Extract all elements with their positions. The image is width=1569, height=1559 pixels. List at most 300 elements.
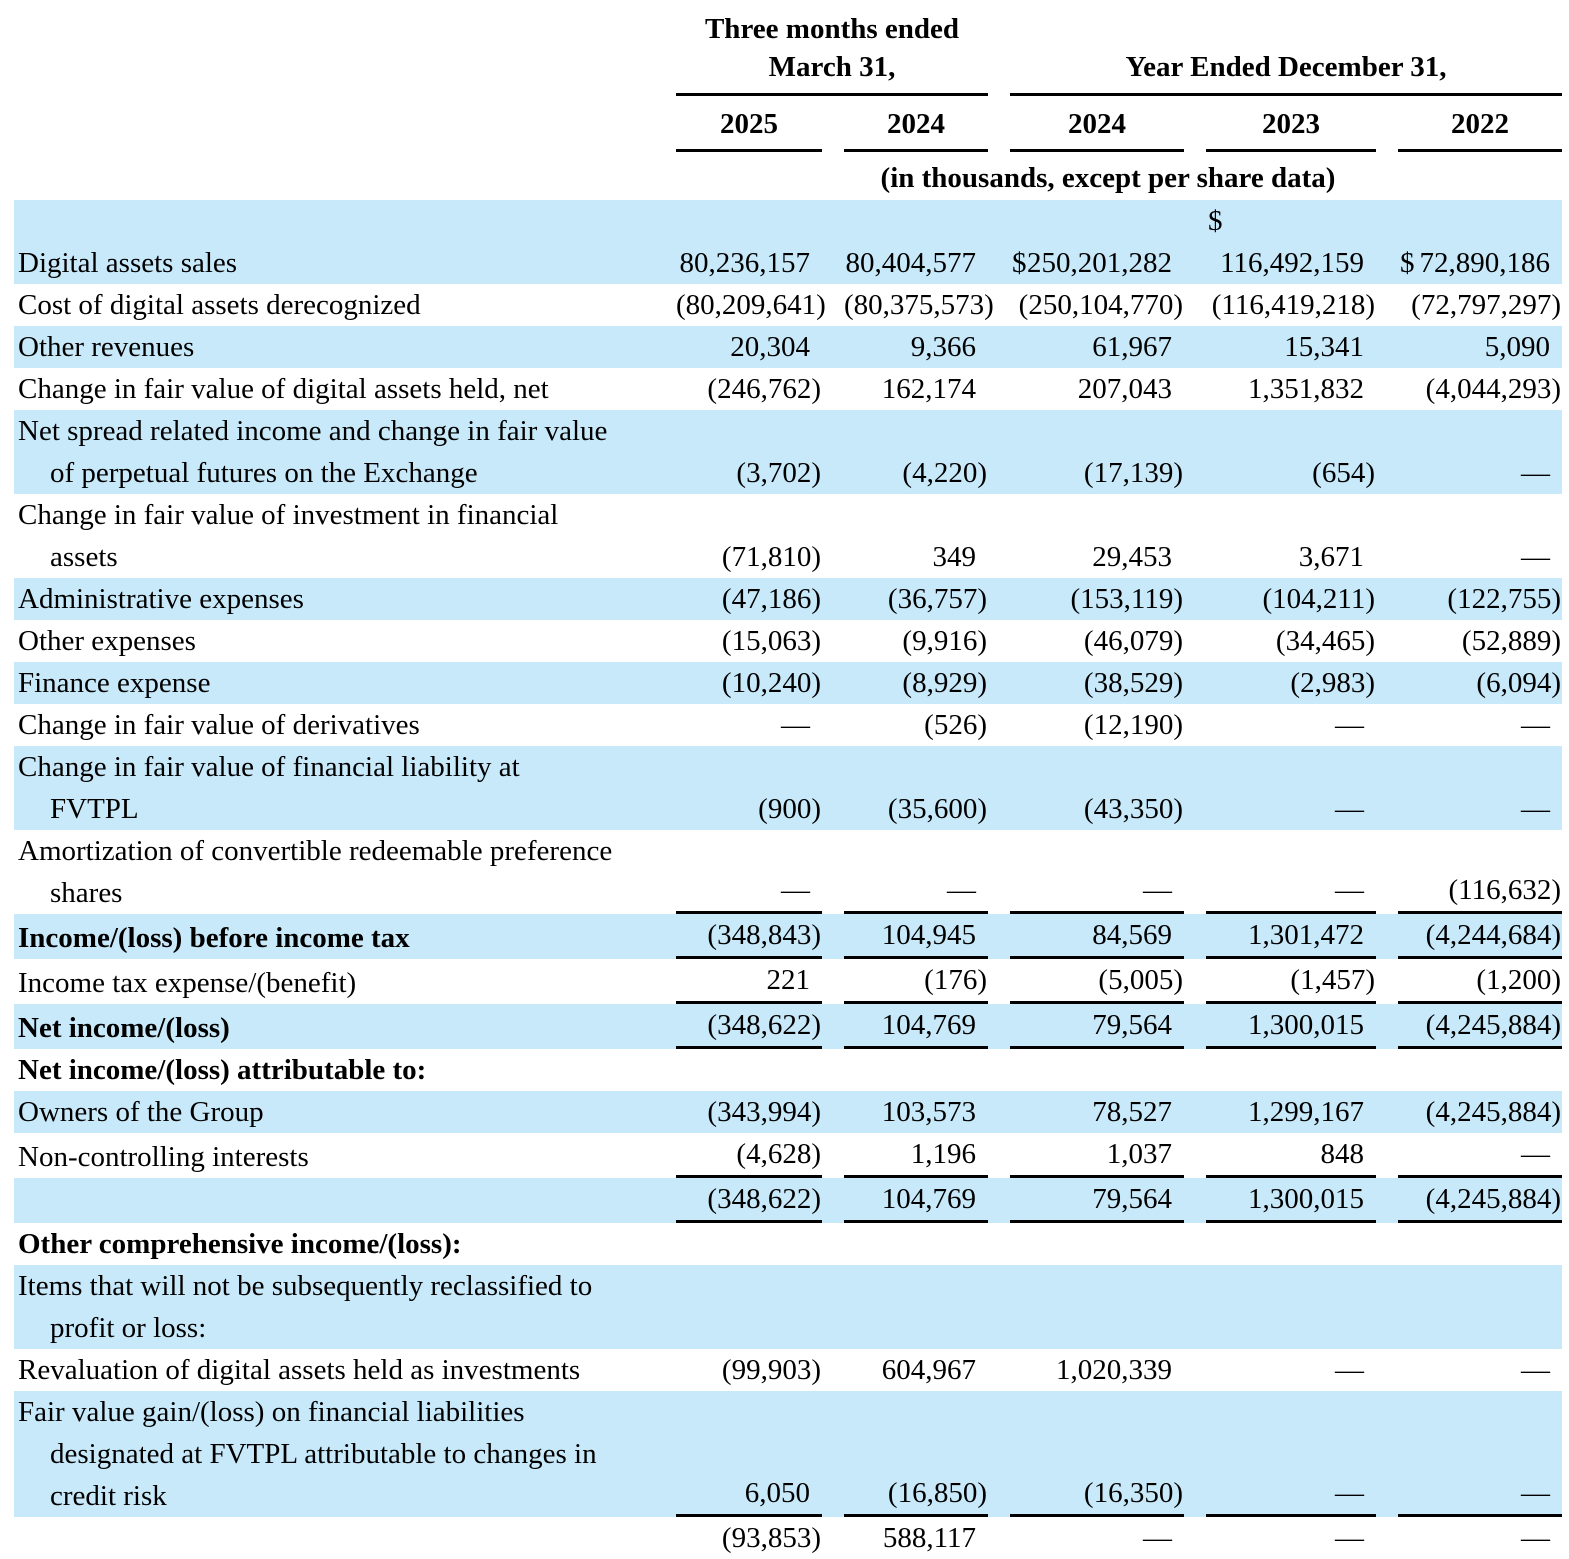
header-group-row [14,10,1562,96]
row-label-line: shares [50,877,123,909]
value-cell [1184,746,1376,830]
value-cell-content [1010,578,1184,620]
value-cell-content [844,1133,988,1178]
value-cell [1184,200,1376,284]
value-cell [1376,1265,1562,1349]
value-text: — [781,874,810,906]
value-cell-content [844,704,988,746]
value-cell [1376,1349,1562,1391]
value-cell [822,1223,988,1265]
value-cell [1376,620,1562,662]
value-cell [1376,1133,1562,1178]
value-cell-content [1398,284,1562,326]
value-text: (12,190) [1083,709,1183,741]
value-cell [988,1265,1184,1349]
value-cell-content [1010,284,1184,326]
row-label-line: assets [50,541,118,573]
row-label-line: Administrative expenses [18,583,304,615]
year-label: 2024 [844,96,988,152]
year-label: 2023 [1206,96,1376,152]
value-cell-content [1010,1049,1184,1091]
header-group-year: Year Ended December 31, [988,10,1562,96]
row-label-line: Owners of the Group [18,1096,264,1128]
value-cell-content [844,326,988,368]
value-text: 104,945 [881,919,976,951]
row-label-line: credit risk [50,1480,167,1512]
value-cell-content [1206,1133,1376,1178]
value-cell-content [1206,1091,1376,1133]
value-cell-content [1010,788,1184,830]
year-label: 2024 [1010,96,1184,152]
value-cell-content [1398,620,1562,662]
value-cell-content [1398,1091,1562,1133]
value-cell [822,704,988,746]
value-cell [1376,578,1562,620]
value-text: 588,117 [882,1522,976,1554]
value-text: — [1335,1354,1364,1386]
value-cell [654,704,822,746]
value-cell-content [844,578,988,620]
value-cell [654,1004,822,1049]
table-row [14,746,1562,830]
value-cell [1376,704,1562,746]
value-cell-content [1398,1049,1562,1091]
value-text: 84,569 [1092,919,1172,951]
value-cell [988,1391,1184,1517]
value-cell-content [1010,326,1184,368]
value-text: (3,702) [736,457,821,489]
value-cell-content [844,368,988,410]
value-text: (348,843) [707,919,821,951]
row-label-line: Change in fair value of derivatives [18,709,420,741]
value-cell [988,326,1184,368]
value-text: — [1143,874,1172,906]
value-cell-content [844,869,988,914]
value-cell-content [1010,959,1184,1004]
value-cell [988,914,1184,959]
value-cell-content [1010,1133,1184,1178]
header-group-quarter [654,10,988,96]
value-cell-content [1010,1004,1184,1049]
value-text: (526) [924,709,987,741]
row-label [14,284,654,326]
value-cell-content [1398,326,1562,368]
dollar-sign: $ [1012,247,1027,279]
value-cell [654,368,822,410]
value-cell [988,1517,1184,1559]
value-text: (4,244,684) [1425,919,1561,951]
value-cell [1184,620,1376,662]
value-cell [988,1133,1184,1178]
row-label [14,830,654,914]
value-cell [1376,494,1562,578]
value-cell [1376,830,1562,914]
value-cell [1184,326,1376,368]
value-text: 250,201,282 [1027,247,1172,279]
header-spacer [14,152,654,200]
row-label-line: FVTPL [50,793,139,825]
value-cell [654,1517,822,1559]
value-text: (343,994) [707,1096,821,1128]
table-header [14,10,1562,200]
value-text: (34,465) [1275,625,1375,657]
value-text: (16,850) [887,1477,987,1509]
value-text: (71,810) [721,541,821,573]
row-label [14,1265,654,1349]
value-text: (6,094) [1476,667,1561,699]
row-label [14,1391,654,1517]
value-cell-content [676,869,822,914]
value-text: — [1521,541,1550,573]
value-text: 78,527 [1092,1096,1172,1128]
row-label [14,1049,654,1091]
value-text: — [1521,793,1550,825]
row-label [14,200,654,284]
value-text: (38,529) [1083,667,1183,699]
value-cell [1376,1049,1562,1091]
value-cell [654,1391,822,1517]
value-cell [654,1223,822,1265]
value-cell [1376,914,1562,959]
value-text: 162,174 [881,373,976,405]
row-label-line: of perpetual futures on the Exchange [50,457,478,489]
value-cell [988,1049,1184,1091]
value-cell-content [844,242,988,284]
value-cell [1184,662,1376,704]
table-row [14,959,1562,1004]
value-text: (93,853) [721,1522,821,1554]
value-cell-content [844,1004,988,1049]
row-label [14,914,654,959]
header-spacer [14,96,654,152]
value-cell-content [844,284,994,326]
header-note-row [14,152,1562,200]
value-cell [822,1091,988,1133]
value-cell [1376,1223,1562,1265]
value-text: — [1521,709,1550,741]
row-label [14,1349,654,1391]
value-cell [1376,1004,1562,1049]
table-row [14,620,1562,662]
value-cell [1376,959,1562,1004]
value-cell [1376,368,1562,410]
row-label [14,368,654,410]
value-cell-content [844,1091,988,1133]
value-cell-content [844,1307,988,1349]
value-cell [654,200,822,284]
table-row [14,410,1562,494]
value-cell [654,284,826,326]
value-cell [1184,1091,1376,1133]
value-cell-content [676,536,822,578]
value-cell [1376,746,1562,830]
value-cell-content [676,1049,822,1091]
value-cell-content [1010,662,1184,704]
value-cell-content [1010,452,1184,494]
value-cell [822,1391,988,1517]
value-cell [822,959,988,1004]
value-text: (1,200) [1476,964,1561,996]
value-text: 103,573 [881,1096,976,1128]
table-row [14,368,1562,410]
header-years-row [14,96,1562,152]
value-text: — [1335,793,1364,825]
value-cell-content [1398,1178,1562,1223]
value-text: (4,628) [736,1138,821,1170]
value-cell-content [676,788,822,830]
value-cell [654,410,822,494]
value-text: (654) [1312,457,1375,489]
value-cell [1184,704,1376,746]
value-text: 5,090 [1484,331,1550,363]
value-cell-content [1206,200,1376,284]
value-cell-content [1398,788,1562,830]
value-text: (35,600) [887,793,987,825]
value-text: (10,240) [721,667,821,699]
value-cell [1376,1178,1562,1223]
value-cell-content [1398,1307,1562,1349]
value-cell-content [1010,368,1184,410]
value-cell [822,368,988,410]
value-cell [988,704,1184,746]
value-cell [654,1349,822,1391]
table-row [14,830,1562,914]
value-cell-content [1010,704,1184,746]
year-column-header [822,96,988,152]
value-cell-content [1206,788,1376,830]
value-cell-content [1206,1004,1376,1049]
value-cell-content [1010,1517,1184,1559]
value-cell-content [1206,1307,1376,1349]
value-cell-content [676,1178,822,1223]
value-text: 104,769 [881,1009,976,1041]
value-text: (116,419,218) [1211,289,1375,321]
value-cell-content [676,1223,822,1265]
row-label-line: Amortization of convertible redeemable preference [18,835,613,867]
value-cell-content [1206,914,1376,959]
value-cell-content [844,536,988,578]
value-cell [988,830,1184,914]
row-label-line: Change in fair value of financial liability at [18,751,520,783]
row-label-line: Fair value gain/(loss) on financial liabilities [18,1396,525,1428]
value-cell-content [676,326,822,368]
value-cell [988,410,1184,494]
value-cell-content [844,914,988,959]
value-text: 15,341 [1284,331,1364,363]
value-text: (4,220) [902,457,987,489]
value-cell [822,578,988,620]
value-cell [1184,1391,1376,1517]
value-cell [654,830,822,914]
value-cell-content [1206,1472,1376,1517]
value-cell-content [1206,662,1376,704]
value-cell-content [1398,1517,1562,1559]
value-text: 3,671 [1298,541,1364,573]
value-cell-content [1206,1178,1376,1223]
value-text: (80,375,573) [844,289,994,321]
value-text: 1,196 [910,1138,976,1170]
value-cell-content [1206,326,1376,368]
table-row [14,704,1562,746]
value-text: (4,245,884) [1425,1183,1561,1215]
value-cell [1184,1517,1376,1559]
value-text: 1,020,339 [1056,1354,1172,1386]
table-row [14,284,1562,326]
header-group-quarter-line1: Three months ended [704,13,960,45]
row-label [14,620,654,662]
value-cell-content [844,1349,988,1391]
row-label-line: profit or loss: [50,1312,207,1344]
value-text: 20,304 [730,331,810,363]
row-label-line: Net income/(loss) [18,1012,230,1044]
value-text: 61,967 [1092,331,1172,363]
value-text: — [1521,1522,1550,1554]
value-cell [988,1223,1184,1265]
value-text: 9,366 [910,331,976,363]
income-statement-table [14,10,1562,1559]
value-cell [988,1349,1184,1391]
value-cell [654,1133,822,1178]
row-label-line: Items that will not be subsequently reclassified to [18,1270,593,1302]
value-cell [988,746,1184,830]
row-label [14,1178,654,1223]
value-text: — [781,709,810,741]
value-cell [654,578,822,620]
value-cell [654,1049,822,1091]
header-group-quarter-line2: March 31, [768,51,896,83]
value-cell [1376,326,1562,368]
value-cell-content [1206,869,1376,914]
year-column-header [654,96,822,152]
value-cell-content [1398,1004,1562,1049]
table-row [14,1004,1562,1049]
value-cell-content [676,578,822,620]
value-cell-content [1010,1178,1184,1223]
value-cell-content [1010,1223,1184,1265]
value-cell [988,1091,1184,1133]
value-cell-content [1398,959,1562,1004]
value-text: 79,564 [1092,1009,1172,1041]
value-cell-content [1206,620,1376,662]
row-label-line: Income/(loss) before income tax [18,922,410,954]
row-label-line: Change in fair value of investment in financial [18,499,559,531]
table-row [14,1091,1562,1133]
value-cell [822,284,994,326]
value-text: — [1521,1138,1550,1170]
value-cell [988,959,1184,1004]
value-cell-content [676,1133,822,1178]
value-cell [822,1049,988,1091]
value-text: — [1335,1522,1364,1554]
value-cell [1376,410,1562,494]
value-cell [654,494,822,578]
value-cell-content [1010,914,1184,959]
value-cell [1184,914,1376,959]
value-cell [654,746,822,830]
value-text: 1,037 [1106,1138,1172,1170]
value-text: (900) [758,793,821,825]
value-text: (116,632) [1448,874,1561,906]
value-cell [1376,662,1562,704]
value-text: — [1521,1477,1550,1509]
value-cell-content [1206,1517,1376,1559]
value-text: (46,079) [1083,625,1183,657]
value-cell-content [1206,704,1376,746]
value-cell-content [676,914,822,959]
year-column-header [988,96,1184,152]
value-text: (4,245,884) [1425,1009,1561,1041]
value-cell-content [1206,452,1376,494]
value-text: 1,299,167 [1248,1096,1364,1128]
value-cell-content [1398,869,1562,914]
table-row [14,914,1562,959]
value-cell [1184,410,1376,494]
value-cell [1184,1133,1376,1178]
value-text: 1,300,015 [1248,1009,1364,1041]
financial-statement-page [0,10,1569,1554]
row-label-line: Other expenses [18,625,196,657]
value-cell-content [1010,536,1184,578]
row-label-line: Net income/(loss) attributable to: [18,1054,427,1086]
value-cell-content [1206,1049,1376,1091]
value-cell [822,410,988,494]
row-label-line: Revaluation of digital assets held as investments [18,1354,581,1386]
value-cell [988,368,1184,410]
table-row [14,326,1562,368]
value-text: (15,063) [721,625,821,657]
value-cell-content [1206,1349,1376,1391]
value-cell-content [676,620,822,662]
value-cell-content [676,959,822,1004]
value-text: (4,044,293) [1425,373,1561,405]
row-label [14,494,654,578]
value-cell [1376,284,1562,326]
value-cell-content [844,620,988,662]
value-cell [654,662,822,704]
table-row [14,1391,1562,1517]
value-text: (52,889) [1461,625,1561,657]
table-row [14,1178,1562,1223]
value-cell [654,1178,822,1223]
value-cell-content [676,1091,822,1133]
value-cell-content [1398,704,1562,746]
value-cell-content [676,242,822,284]
value-cell [1184,368,1376,410]
value-cell-content [1398,1133,1562,1178]
value-cell-content [1398,536,1562,578]
value-cell-content [676,1472,822,1517]
value-text: 116,492,159 [1220,247,1364,279]
value-cell [822,326,988,368]
value-cell [822,746,988,830]
value-cell-content [844,662,988,704]
value-text: (348,622) [707,1009,821,1041]
row-label-line: Change in fair value of digital assets held, net [18,373,549,405]
value-text: — [1335,709,1364,741]
row-label-line: Other revenues [18,331,195,363]
value-text: (80,209,641) [676,289,826,321]
value-cell [822,1349,988,1391]
row-label [14,1223,654,1265]
value-cell-content [676,1517,822,1559]
row-label-line: designated at FVTPL attributable to changes in [50,1438,597,1470]
value-text: 29,453 [1092,541,1172,573]
value-text: 349 [932,541,976,573]
value-cell-content [1010,1472,1184,1517]
value-text: (2,983) [1290,667,1375,699]
year-column-header [1184,96,1376,152]
value-cell-content [1206,368,1376,410]
